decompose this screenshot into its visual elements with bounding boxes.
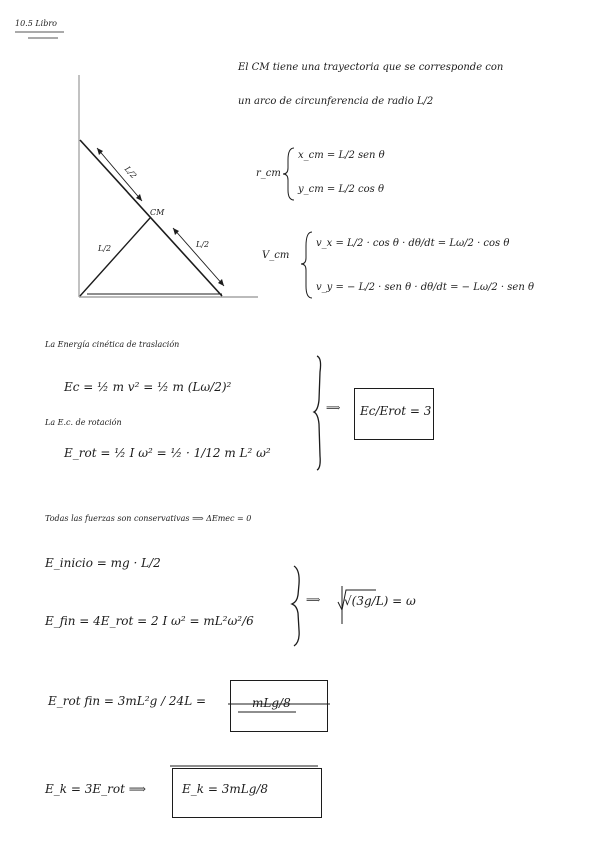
arrow-implies-1: ⟹ [326, 403, 341, 414]
intro-line-1: El CM tiene una trayectoria que se corresponde con [238, 62, 504, 73]
rotacion-title: La E.c. de rotación [45, 418, 122, 427]
diagram-label-top: L/2 [122, 164, 139, 181]
position-x-eq: x_cm = L/2 sen θ [298, 150, 385, 161]
e-fin-eq: E_fin = 4E_rot = 2 I ω² = mL²ω²/6 [45, 614, 254, 628]
cm-radius-line [80, 218, 150, 296]
erot-final-result: mLg/8 [252, 696, 291, 710]
ec-traslacion-eq: Ec = ½ m v² = ½ m (Lω/2)² [64, 380, 232, 394]
velocity-vector-label: V_cm [262, 250, 290, 261]
velocity-x-eq: v_x = L/2 · cos θ · dθ/dt = Lω/2 · cos θ [316, 238, 510, 249]
e-inicio-eq: E_inicio = mg · L/2 [45, 556, 161, 570]
arrow-implies-2: ⟹ [306, 595, 321, 606]
diagram-label-left: L/2 [98, 244, 112, 253]
diagram-label-right: L/2 [196, 240, 210, 249]
intro-line-2: un arco de circunferencia de radio L/2 [238, 96, 434, 107]
ec-rotacion-eq: E_rot = ½ I ω² = ½ · 1/12 m L² ω² [64, 446, 271, 460]
position-y-eq: y_cm = L/2 cos θ [298, 184, 384, 195]
erot-final-eq: E_rot fin = 3mL²g / 24L = [48, 694, 207, 708]
diagram-label-cm: CM [150, 208, 165, 217]
conservation-statement: Todas las fuerzas son conservativas ⟹ ΔEmec = 0 [45, 514, 252, 523]
omega-result: √(3g/L) = ω [344, 594, 416, 608]
ratio-result: Ec/Erot = 3 [360, 404, 432, 418]
ek-final-result: E_k = 3mLg/8 [182, 782, 269, 796]
velocity-y-eq: v_y = − L/2 · sen θ · dθ/dt = − Lω/2 · sen θ [316, 282, 534, 293]
position-vector-label: r_cm [256, 168, 281, 179]
traslacion-title: La Energía cinética de traslación [45, 340, 180, 349]
page-header-label: 10.5 Libro [15, 19, 57, 28]
ek-final-eq: E_k = 3E_rot ⟹ [45, 782, 146, 796]
